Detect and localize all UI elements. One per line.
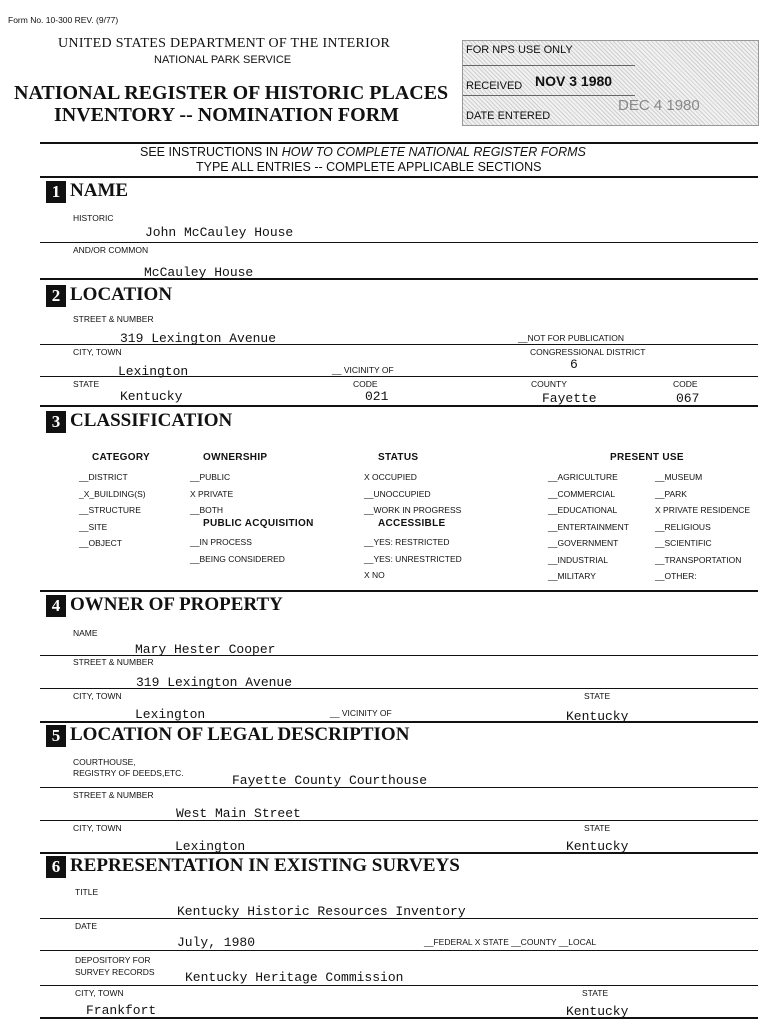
section-classification-header: 3 CLASSIFICATION <box>46 410 232 433</box>
present-use-option: __OTHER: <box>655 571 697 581</box>
present-use-option: __RELIGIOUS <box>655 521 711 532</box>
survey-level-options: __FEDERAL X STATE __COUNTY __LOCAL <box>424 937 597 947</box>
owner-name-value: Mary Hester Cooper <box>135 642 276 657</box>
present-use-option: __COMMERCIAL <box>548 488 616 499</box>
accessible-option: __YES: UNRESTRICTED <box>364 553 462 564</box>
status-option: __WORK IN PROGRESS <box>364 505 462 515</box>
depository-city-label: CITY, TOWN <box>75 988 124 998</box>
accessible-option: X NO <box>364 570 385 580</box>
courthouse-label-line2: REGISTRY OF DEEDS,ETC. <box>73 768 184 778</box>
owner-state-value: Kentucky <box>566 709 629 724</box>
congressional-district-label: CONGRESSIONAL DISTRICT <box>530 347 646 357</box>
present-use-option: __ENTERTAINMENT <box>548 521 629 532</box>
present-use-options-col1 <box>548 469 629 585</box>
form-title: NATIONAL REGISTER OF HISTORIC PLACES <box>14 82 449 104</box>
depository-value: Kentucky Heritage Commission <box>185 970 404 985</box>
street-value: 319 Lexington Avenue <box>120 331 277 346</box>
owner-vicinity-of: __ VICINITY OF <box>330 708 392 718</box>
form-subtitle: INVENTORY -- NOMINATION FORM <box>54 104 400 126</box>
legal-state-value: Kentucky <box>566 839 629 854</box>
present-use-option: __MUSEUM <box>655 472 703 482</box>
depository-state-label: STATE <box>582 988 609 998</box>
survey-date-value: July, 1980 <box>177 935 256 950</box>
survey-date-label: DATE <box>75 921 98 931</box>
ownership-option: __PUBLIC <box>190 472 231 482</box>
street-label: STREET & NUMBER <box>73 314 154 324</box>
entered-label: DATE ENTERED <box>466 110 551 122</box>
section-name-header: 1 NAME <box>46 180 128 203</box>
accessible-heading: ACCESSIBLE <box>378 518 446 529</box>
common-name-value: McCauley House <box>144 265 254 280</box>
county-code-value: 067 <box>676 391 700 406</box>
nps-label: FOR NPS USE ONLY <box>466 44 573 56</box>
instructions-line1: SEE INSTRUCTIONS IN HOW TO COMPLETE NATIONAL REGISTER FORMS <box>140 145 586 159</box>
state-value: Kentucky <box>120 389 183 404</box>
status-options <box>364 469 461 519</box>
form-number: Form No. 10-300 REV. (9/77) <box>8 15 119 25</box>
state-label: STATE <box>73 379 100 389</box>
owner-name-label: NAME <box>73 628 98 638</box>
received-label: RECEIVED <box>466 80 523 92</box>
ownership-option: X PRIVATE <box>190 488 234 499</box>
section-owner-header: 4 OWNER OF PROPERTY <box>46 594 283 617</box>
legal-street-value: West Main Street <box>176 806 301 821</box>
city-value: Lexington <box>118 364 189 379</box>
county-value: Fayette <box>542 391 597 406</box>
present-use-option: __INDUSTRIAL <box>548 554 608 565</box>
county-code-label: CODE <box>673 379 698 389</box>
depository-label-line2: SURVEY RECORDS <box>75 967 155 977</box>
ownership-heading: OWNERSHIP <box>203 452 268 463</box>
owner-street-value: 319 Lexington Avenue <box>136 675 293 690</box>
legal-street-label: STREET & NUMBER <box>73 790 154 800</box>
present-use-option: __SCIENTIFIC <box>655 538 712 548</box>
section-surveys-header: 6 REPRESENTATION IN EXISTING SURVEYS <box>46 855 460 878</box>
received-stamp: NOV 3 1980 <box>535 73 613 89</box>
depository-state-value: Kentucky <box>566 1004 629 1019</box>
owner-street-label: STREET & NUMBER <box>73 657 154 667</box>
survey-title-label: TITLE <box>75 887 99 897</box>
city-label: CITY, TOWN <box>73 347 122 357</box>
legal-city-value: Lexington <box>175 839 246 854</box>
survey-title-value: Kentucky Historic Resources Inventory <box>177 904 466 919</box>
owner-city-value: Lexington <box>135 707 206 722</box>
present-use-option: __MILITARY <box>548 571 596 581</box>
legal-city-label: CITY, TOWN <box>73 823 122 833</box>
acquisition-option: __BEING CONSIDERED <box>190 553 285 564</box>
depository-city-value: Frankfort <box>86 1003 157 1018</box>
agency-name: UNITED STATES DEPARTMENT OF THE INTERIOR <box>58 36 391 51</box>
instructions-line2: TYPE ALL ENTRIES -- COMPLETE APPLICABLE SECTIONS <box>196 160 542 174</box>
courthouse-label-line1: COURTHOUSE, <box>73 757 136 767</box>
common-label: AND/OR COMMON <box>73 245 149 255</box>
present-use-option: __PARK <box>655 488 687 499</box>
not-for-publication: __NOT FOR PUBLICATION <box>518 333 624 343</box>
category-option: __STRUCTURE <box>79 505 141 515</box>
category-options <box>79 469 146 552</box>
present-use-options-col2 <box>655 469 750 585</box>
entered-stamp: DEC 4 1980 <box>618 97 700 114</box>
category-heading: CATEGORY <box>92 452 150 463</box>
nps-use-box <box>462 40 759 126</box>
status-heading: STATUS <box>378 452 419 463</box>
section-legal-description-header: 5 LOCATION OF LEGAL DESCRIPTION <box>46 724 409 747</box>
state-code-value: 021 <box>365 389 389 404</box>
category-option: __DISTRICT <box>79 472 128 482</box>
category-option: __SITE <box>79 521 108 532</box>
ownership-options <box>190 469 233 519</box>
ownership-option: __BOTH <box>190 505 224 515</box>
owner-state-label: STATE <box>584 691 611 701</box>
accessible-option: __YES: RESTRICTED <box>364 537 450 547</box>
owner-city-label: CITY, TOWN <box>73 691 122 701</box>
present-use-option: __GOVERNMENT <box>548 538 619 548</box>
courthouse-value: Fayette County Courthouse <box>232 773 428 788</box>
status-option: __UNOCCUPIED <box>364 488 431 499</box>
historic-label: HISTORIC <box>73 213 114 223</box>
category-option: _X_BUILDING(S) <box>79 488 146 499</box>
vicinity-of: __ VICINITY OF <box>332 365 394 375</box>
county-label: COUNTY <box>531 379 567 389</box>
depository-label-line1: DEPOSITORY FOR <box>75 955 151 965</box>
present-use-option: __EDUCATIONAL <box>548 505 618 515</box>
present-use-heading: PRESENT USE <box>610 452 684 463</box>
state-code-label: CODE <box>353 379 378 389</box>
acquisition-heading: PUBLIC ACQUISITION <box>203 518 314 529</box>
section-location-header: 2 LOCATION <box>46 284 172 307</box>
congressional-district-value: 6 <box>570 357 578 372</box>
historic-name-value: John McCauley House <box>145 225 294 240</box>
service-name: NATIONAL PARK SERVICE <box>154 54 292 66</box>
category-option: __OBJECT <box>79 538 122 548</box>
present-use-option: X PRIVATE RESIDENCE <box>655 505 751 515</box>
present-use-option: __TRANSPORTATION <box>655 554 742 565</box>
acquisition-options <box>190 534 285 567</box>
acquisition-option: __IN PROCESS <box>190 537 252 547</box>
present-use-option: __AGRICULTURE <box>548 472 618 482</box>
accessible-options <box>364 534 462 584</box>
status-option: X OCCUPIED <box>364 472 417 482</box>
legal-state-label: STATE <box>584 823 611 833</box>
